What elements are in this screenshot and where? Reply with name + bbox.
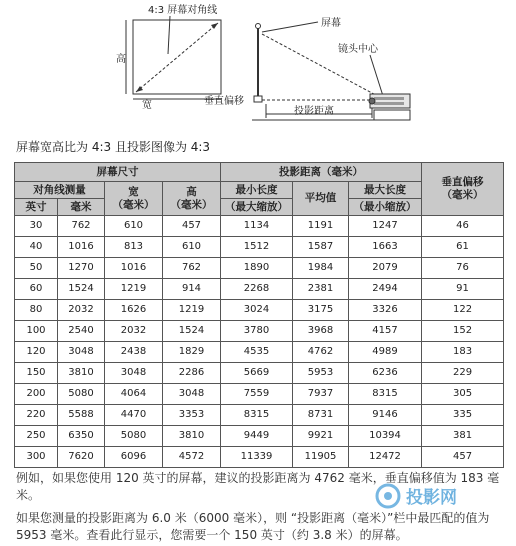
table-row	[15, 279, 504, 300]
table-cell: 2381	[293, 279, 349, 300]
table-cell: 335	[422, 405, 504, 426]
table-cell: 9146	[349, 405, 422, 426]
table-row	[15, 237, 504, 258]
header-offset-unit: （毫米）	[441, 189, 484, 201]
table-cell: 3353	[163, 405, 221, 426]
table-cell: 1663	[349, 237, 422, 258]
table-cell: 1890	[221, 258, 293, 279]
table-cell: 2540	[58, 321, 105, 342]
diagonal-pointer	[168, 16, 170, 54]
table-cell: 10394	[349, 426, 422, 447]
table-cell: 50	[15, 258, 58, 279]
table-cell: 2032	[105, 321, 163, 342]
header-width-unit: （毫米）	[112, 198, 155, 211]
table-cell: 1134	[221, 216, 293, 237]
example-note-2: 如果您测量的投影距离为 6.0 米（6000 毫米），则 “投影距离（毫米）”栏中最匹配的值为 5953 毫米。查看此行显示，您需要一个 150 英寸（约 3.8 米）的屏幕。	[16, 511, 490, 542]
lens-pointer	[370, 55, 383, 96]
table-cell: 5669	[221, 363, 293, 384]
table-cell: 100	[15, 321, 58, 342]
header-inch: 英寸	[15, 199, 58, 216]
table-cell: 60	[15, 279, 58, 300]
height-label: 高	[116, 54, 126, 65]
table-cell: 2079	[349, 258, 422, 279]
table-cell: 7559	[221, 384, 293, 405]
offset-marker	[254, 96, 262, 102]
header-width-label: 宽	[128, 185, 139, 198]
screen-rectangle	[133, 20, 221, 94]
header-max-sub: （最小缩放）	[349, 199, 422, 216]
table-cell: 40	[15, 237, 58, 258]
screen-label: 屏幕	[321, 18, 341, 29]
table-cell: 5080	[58, 384, 105, 405]
table-cell: 2438	[105, 342, 163, 363]
table-cell: 300	[15, 447, 58, 468]
table-cell: 2032	[58, 300, 105, 321]
table-cell: 6350	[58, 426, 105, 447]
table-cell: 1219	[163, 300, 221, 321]
header-height-label: 高	[186, 185, 197, 198]
header-width	[105, 182, 163, 216]
table-cell: 457	[422, 447, 504, 468]
table-cell: 1016	[105, 258, 163, 279]
header-max-length: 最大长度	[349, 182, 422, 199]
table-row	[15, 384, 504, 405]
table-cell: 120	[15, 342, 58, 363]
table-cell: 4157	[349, 321, 422, 342]
watermark-dot-icon	[384, 492, 392, 500]
table-cell: 9921	[293, 426, 349, 447]
table-cell: 9449	[221, 426, 293, 447]
table-cell: 3810	[58, 363, 105, 384]
header-mm: 毫米	[58, 199, 105, 216]
example-note-1: 例如，如果您使用 120 英寸的屏幕，建议的投影距离为 4762 毫米，垂直偏移值为 183 毫米。	[16, 471, 500, 502]
table-cell: 3968	[293, 321, 349, 342]
watermark-logo	[374, 482, 492, 510]
table-cell: 91	[422, 279, 504, 300]
table-cell: 3048	[105, 363, 163, 384]
table-cell: 4989	[349, 342, 422, 363]
header-min-sub: （最大缩放）	[221, 199, 293, 216]
table-cell: 6236	[349, 363, 422, 384]
table-cell: 5080	[105, 426, 163, 447]
table-cell: 7620	[58, 447, 105, 468]
table-cell: 7937	[293, 384, 349, 405]
table-cell: 610	[163, 237, 221, 258]
diagonal-label: 4:3 屏幕对角线	[148, 5, 218, 16]
header-height-unit: （毫米）	[170, 198, 213, 211]
header-height	[163, 182, 221, 216]
caption: 屏幕宽高比为 4:3 且投影图像为 4:3	[16, 140, 211, 154]
table-cell: 813	[105, 237, 163, 258]
table-cell: 1016	[58, 237, 105, 258]
table-cell: 3024	[221, 300, 293, 321]
table-row	[15, 447, 504, 468]
table-cell: 762	[163, 258, 221, 279]
table-cell: 183	[422, 342, 504, 363]
table-cell: 250	[15, 426, 58, 447]
table-body	[15, 216, 504, 468]
table-row	[15, 342, 504, 363]
table-cell: 914	[163, 279, 221, 300]
table-row	[15, 426, 504, 447]
table-cell: 1219	[105, 279, 163, 300]
table-cell: 1626	[105, 300, 163, 321]
width-label: 宽	[142, 100, 152, 111]
table-cell: 5588	[58, 405, 105, 426]
header-vertical-offset	[422, 163, 504, 216]
screen-top-marker	[256, 24, 261, 29]
diagonal-arrow	[136, 23, 218, 92]
table-cell: 2286	[163, 363, 221, 384]
table-cell: 2494	[349, 279, 422, 300]
table-cell: 457	[163, 216, 221, 237]
projection-distance-label: 投影距离	[294, 106, 334, 117]
table-cell: 3810	[163, 426, 221, 447]
table-cell: 80	[15, 300, 58, 321]
header-min-length: 最小长度	[221, 182, 293, 199]
header-average: 平均值	[293, 182, 349, 216]
table-cell: 61	[422, 237, 504, 258]
vertical-offset-label: 垂直偏移	[204, 96, 244, 107]
table-cell: 76	[422, 258, 504, 279]
lens-center-label: 镜头中心	[338, 44, 378, 55]
table-cell: 4572	[163, 447, 221, 468]
table-cell: 46	[422, 216, 504, 237]
table-cell: 305	[422, 384, 504, 405]
table-cell: 1270	[58, 258, 105, 279]
arrow-head-icon	[211, 23, 218, 29]
table-cell: 150	[15, 363, 58, 384]
table-row	[15, 258, 504, 279]
table-cell: 220	[15, 405, 58, 426]
header-offset-label: 垂直偏移	[441, 176, 484, 188]
table-cell: 3326	[349, 300, 422, 321]
table-row	[15, 405, 504, 426]
table-cell: 30	[15, 216, 58, 237]
table-cell: 1524	[58, 279, 105, 300]
table-cell: 1247	[349, 216, 422, 237]
watermark-text: 投影网	[406, 488, 457, 508]
table-cell: 8315	[349, 384, 422, 405]
table-row	[15, 363, 504, 384]
table-cell: 8731	[293, 405, 349, 426]
table-cell: 381	[422, 426, 504, 447]
table-row	[15, 216, 504, 237]
table-cell: 4470	[105, 405, 163, 426]
table-cell: 1512	[221, 237, 293, 258]
table-cell: 11905	[293, 447, 349, 468]
table-row	[15, 321, 504, 342]
table-row	[15, 300, 504, 321]
table-cell: 3048	[163, 384, 221, 405]
table-cell: 762	[58, 216, 105, 237]
table-cell: 4762	[293, 342, 349, 363]
table-cell: 122	[422, 300, 504, 321]
table-cell: 2268	[221, 279, 293, 300]
table-cell: 229	[422, 363, 504, 384]
screen-pointer	[262, 22, 318, 32]
table-cell: 3175	[293, 300, 349, 321]
projection-table	[14, 162, 504, 468]
header-diagonal: 对角线测量	[15, 182, 105, 199]
table-cell: 4064	[105, 384, 163, 405]
table-cell: 11339	[221, 447, 293, 468]
projector-icon	[369, 94, 410, 108]
table-cell: 1191	[293, 216, 349, 237]
table-cell: 12472	[349, 447, 422, 468]
table-cell: 1829	[163, 342, 221, 363]
table-cell: 1587	[293, 237, 349, 258]
table-cell: 6096	[105, 447, 163, 468]
table-cell: 3048	[58, 342, 105, 363]
table-cell: 1524	[163, 321, 221, 342]
table-cell: 8315	[221, 405, 293, 426]
table-cell: 5953	[293, 363, 349, 384]
projection-diagram	[0, 0, 516, 128]
table-cell: 1984	[293, 258, 349, 279]
header-projection-distance: 投影距离（毫米）	[221, 163, 422, 182]
table-cell: 200	[15, 384, 58, 405]
table-cell: 4535	[221, 342, 293, 363]
table-cell: 610	[105, 216, 163, 237]
table-cell: 152	[422, 321, 504, 342]
header-screen-size: 屏幕尺寸	[15, 163, 221, 182]
table-cell: 3780	[221, 321, 293, 342]
projector-stand	[374, 110, 410, 120]
